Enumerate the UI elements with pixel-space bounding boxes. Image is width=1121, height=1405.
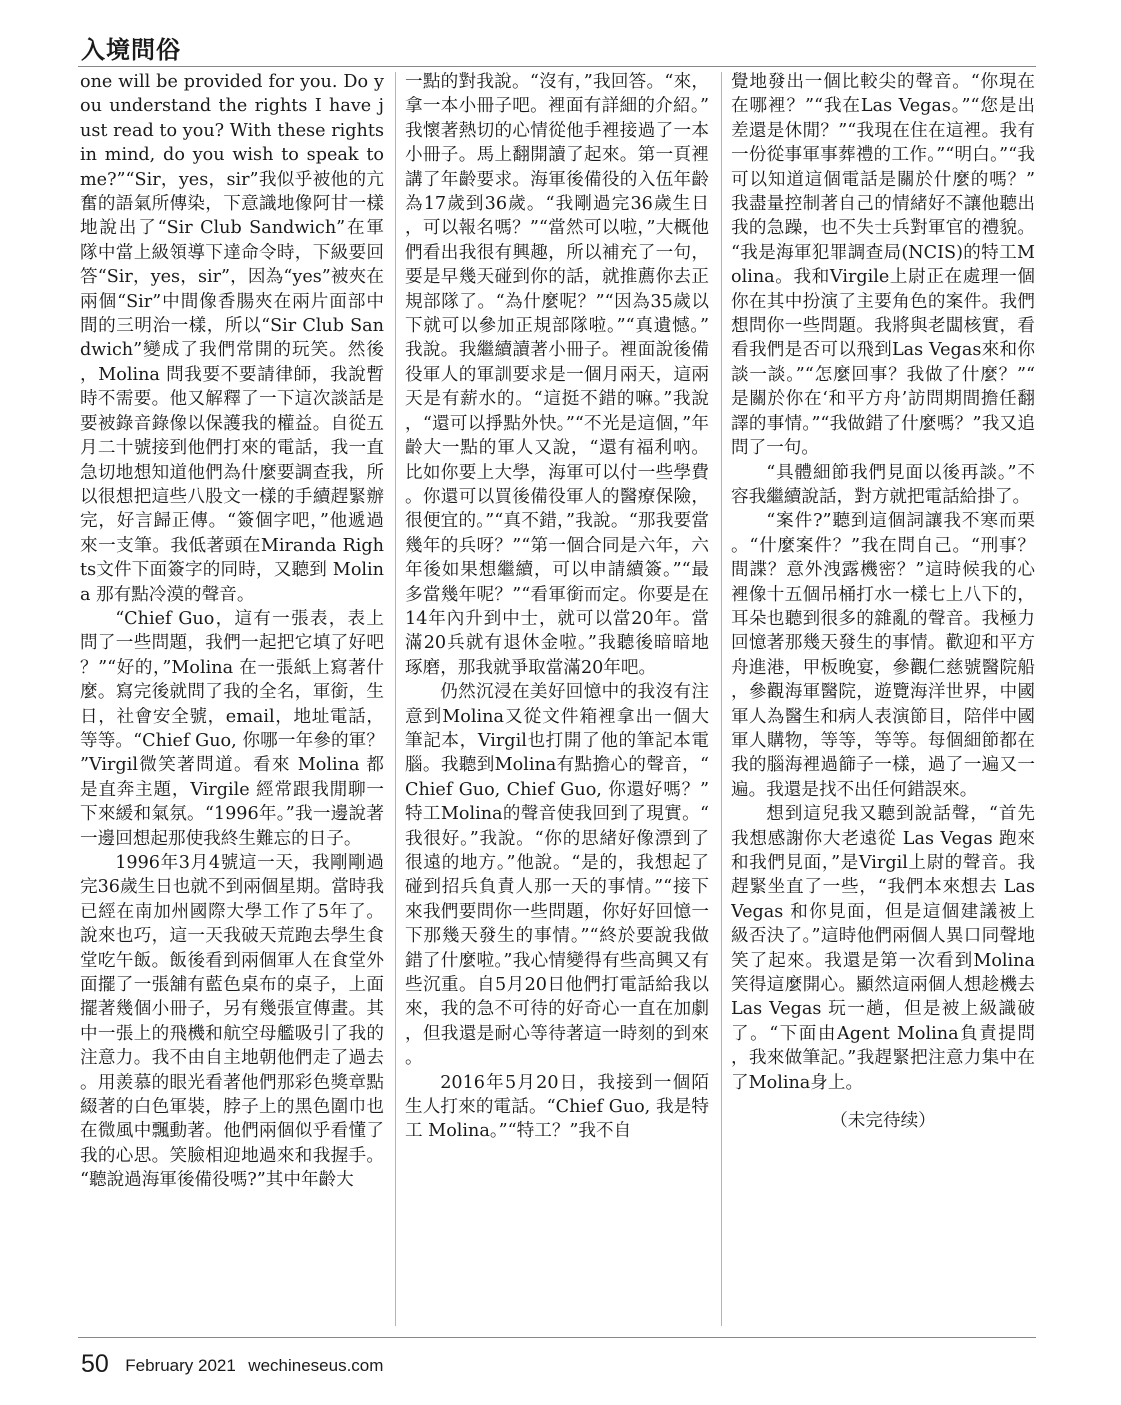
paragraph: 想到這兒我又聽到說話聲，“首先我想感謝你大老遠從 Las Vegas 跑來和我們見面，”是Virgil上尉的聲音。我趕緊坐直了一些，“我們本來想去 Las Vegas 和你見面，但是這個建議被上級否決了。”這時他們兩個人異口同聲地笑了起來。我還是第一次看到Molina笑得這麼開心。顯然這兩個人想趁機去 Las Vegas 玩一趟，但是被上級識破了。“下面由Agent Molina負責提問，我來做筆記。”我趕緊把注意力集中在了Molina身上。 <box>731 804 1035 1093</box>
page-footer <box>81 1350 383 1379</box>
article-column-1 <box>80 70 384 1328</box>
paragraph: “案件?”聽到這個詞讓我不寒而栗。“什麼案件？”我在問自己。“刑事？間諜？意外洩露機密？”這時候我的心裡像十五個吊桶打水一樣七上八下的，耳朵也聽到很多的雜亂的聲音。我極力回憶著那幾天發生的事情。歡迎和平方舟進港，甲板晚宴，參觀仁慈號醫院船，參觀海軍醫院，遊覽海洋世界，中國軍人為醫生和病人表演節目，陪伴中國軍人購物，等等，等等。每個細節都在我的腦海裡過篩子一樣，過了一遍又一遍。我還是找不出任何錯誤來。 <box>731 511 1035 800</box>
paragraph: 2016年5月20日，我接到一個陌生人打來的電話。“Chief Guo, 我是特工 Molina。”“特工？”我不自 <box>405 1072 709 1142</box>
issue-date: February 2021 <box>125 1356 236 1375</box>
paragraph: 1996年3月4號這一天，我剛剛過完36歲生日也就不到兩個星期。當時我已經在南加州國際大學工作了5年了。說來也巧，這一天我破天荒跑去學生食堂吃午飯。飯後看到兩個軍人在食堂外面擺了一張舖有藍色桌布的桌子，上面擺著幾個小冊子，另有幾張宣傳畫。其中一張上的飛機和航空母艦吸引了我的注意力。我不由自主地朝他們走了過去。用羨慕的眼光看著他們那彩色獎章點綴著的白色軍裝，脖子上的黑色圍巾也在微風中飄動著。他們兩個似乎看懂了我的心思。笑臉相迎地過來和我握手。“聽說過海軍後備役嗎?”其中年齡大 <box>80 853 384 1191</box>
to-be-continued-note: （未完待续） <box>830 1111 936 1132</box>
section-title: 入境問俗 <box>81 35 181 64</box>
footer-divider <box>78 1337 1036 1338</box>
page-number: 50 <box>81 1350 109 1378</box>
column-divider <box>395 72 396 1326</box>
paragraph: 仍然沉浸在美好回憶中的我沒有注意到Molina又從文件箱裡拿出一個大筆記本，Virgil也打開了他的筆記本電腦。我聽到Molina有點擔心的聲音，“Chief Guo, Chief Guo, 你還好嗎？”特工Molina的聲音使我回到了現實。“我很好。”我說。“你的思緒好像漂到了很遠的地方。”他說。“是的，我想起了碰到招兵負責人那一天的事情。”“接下來我們要問你一些問題，你好好回憶一下那幾天發生的事情。”“終於要說我做錯了什麼啦。”我心情變得有些高興又有些沉重。自5月20日他們打電話給我以來，我的急不可待的好奇心一直在加劇，但我還是耐心等待著這一時刻的到來。 <box>405 682 709 1069</box>
article-column-2 <box>405 70 709 1328</box>
column-divider <box>721 72 722 1326</box>
header-divider <box>78 66 1036 67</box>
website-url: wechineseus.com <box>248 1356 384 1375</box>
paragraph: “具體細節我們見面以後再談。”不容我繼續說話，對方就把電話給掛了。 <box>731 462 1035 507</box>
paragraph: 覺地發出一個比較尖的聲音。“你現在在哪裡？”“我在Las Vegas。”“您是出差還是休閒？”“我現在住在這裡。我有一份從事軍事葬禮的工作。”“明白。”“我可以知道這個電話是關於什麼的嗎？”我盡量控制著自己的情緒好不讓他聽出我的急躁，也不失士兵對軍官的禮貌。“我是海軍犯罪調查局(NCIS)的特工Molina。我和Virgile上尉正在處理一個你在其中扮演了主要角色的案件。我們想問你一些問題。我將與老闆核實，看看我們是否可以飛到Las Vegas來和你談一談。”“怎麼回事？我做了什麼？”“是關於你在‘和平方舟’訪問期間擔任翻譯的事情。”“我做錯了什麼嗎？”我又追問了一句。 <box>731 72 1035 459</box>
article-column-3 <box>731 70 1035 1328</box>
paragraph: “Chief Guo，這有一張表，表上問了一些問題，我們一起把它填了好吧？”“好的，”Molina 在一張紙上寫著什麼。寫完後就問了我的全名，軍銜，生日，社會安全號，email，地址電話，等等。“Chief Guo, 你哪一年參的軍？”Virgil微笑著問道。看來 Molina 都是直奔主題，Virgile 經常跟我閒聊一下來緩和氣氛。“1996年。”我一邊說著一邊回想起那使我終生難忘的日子。 <box>80 608 384 849</box>
paragraph: one will be provided for you. Do you understand the rights I have just read to you? With these rights in mind, do you wish to speak to me?”“Sir，yes，sir”我似乎被他的亢奮的語氣所傳染，下意識地像阿甘一樣地說出了“Sir Club Sandwich”在軍隊中當上級領導下達命令時，下級要回答“Sir，yes，sir”，因為“yes”被夾在兩個“Sir”中間像香腸夾在兩片面部中間的三明治一樣，所以“Sir Club Sandwich”變成了我們常開的玩笑。然後，Molina 問我要不要請律師，我說暫時不需要。他又解釋了一下這次談話是要被錄音錄像以保護我的權益。自從五月二十號接到他們打來的電話，我一直急切地想知道他們為什麼要調查我，所以很想把這些八股文一樣的手續趕緊辦完，好言歸正傳。“簽個字吧，”他遞過來一支筆。我低著頭在Miranda Rights文件下面簽字的同時，又聽到 Molina 那有點冷漠的聲音。 <box>80 72 384 605</box>
paragraph: 一點的對我說。“沒有，”我回答。“來，拿一本小冊子吧。裡面有詳細的介紹。”我懷著熱切的心情從他手裡接過了一本小冊子。馬上翻開讀了起來。第一頁裡講了年齡要求。海軍後備役的入伍年齡為17歲到36歲。“我剛過完36歲生日，可以報名嗎？”“當然可以啦，”大概他們看出我很有興趣，所以補充了一句，要是早幾天碰到你的話，就推薦你去正規部隊了。“為什麼呢？”“因為35歲以下就可以參加正規部隊啦。”“真遺憾。”我說。我繼續讀著小冊子。裡面說後備役軍人的軍訓要求是一個月兩天，這兩天是有薪水的。“這挺不錯的嘛。”我說，“還可以掙點外快。”“不光是這個，”年齡大一點的軍人又說，“還有福利吶。比如你要上大學，海軍可以付一些學費。你還可以買後備役軍人的醫療保險，很便宜的。”“真不錯，”我說。“那我要當幾年的兵呀？”“第一個合同是六年，六年後如果想繼續，可以申請續簽。”“最多當幾年呢？”“看軍銜而定。你要是在14年內升到中士，就可以當20年。當滿20兵就有退休金啦。”我聽後暗暗地琢磨，那我就爭取當滿20年吧。 <box>405 72 709 678</box>
